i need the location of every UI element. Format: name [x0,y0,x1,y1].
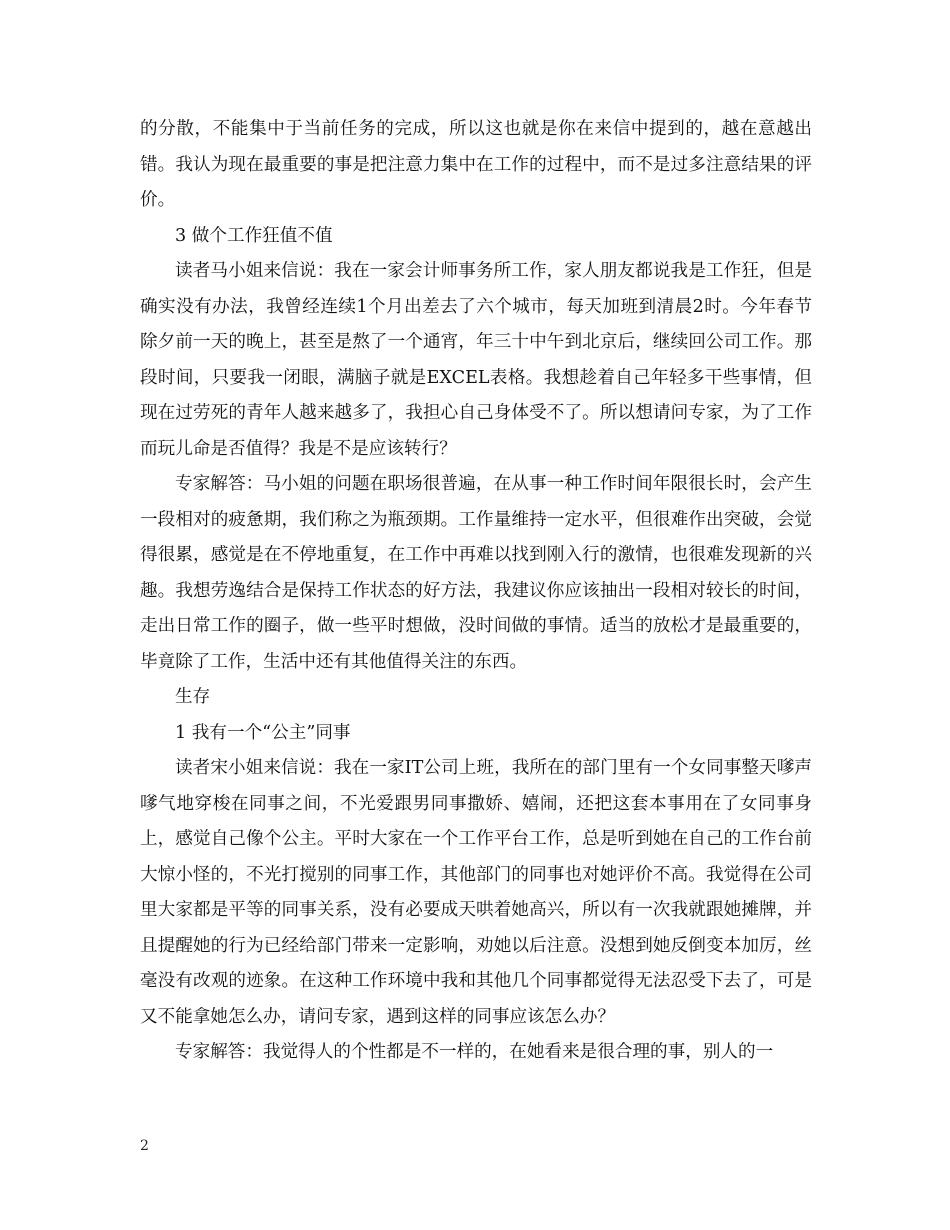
page-number: 2 [140,1138,149,1154]
document-body [140,112,812,1071]
paragraph-continuation: 的分散，不能集中于当前任务的完成，所以这也就是你在来信中提到的，越在意越出错。我认为现在最重要的事是把注意力集中在工作的过程中，而不是过多注意结果的评价。 [140,119,812,210]
section-heading-survival: 生存 [175,687,211,707]
expert-answer-song: 专家解答：我觉得人的个性都是不一样的，在她看来是很合理的事，别人的一 [175,1042,774,1062]
reader-letter-ma: 读者马小姐来信说：我在一家会计师事务所工作，家人朋友都说我是工作狂，但是确实没有办法，我曾经连续1个月出差去了六个城市，每天加班到清晨2时。今年春节除夕前一天的晚上，甚至是熬了一个通宵，年三十中午到北京后，继续回公司工作。那段时间，只要我一闭眼，满脑子就是EXCEL表格。我想趁着自己年轻多干些事情，但现在过劳死的青年人越来越多了，我担心自己身体受不了。所以想请问专家，为了工作而玩儿命是否值得？我是不是应该转行？ [140,261,812,459]
reader-letter-song: 读者宋小姐来信说：我在一家IT公司上班，我所在的部门里有一个女同事整天嗲声嗲气地穿梭在同事之间，不光爱跟男同事撒娇、嬉闹，还把这套本事用在了女同事身上，感觉自己像个公主。平时大家在一个工作平台工作，总是听到她在自己的工作台前大惊小怪的，不光打搅别的同事工作，其他部门的同事也对她评价不高。我觉得在公司里大家都是平等的同事关系，没有必要成天哄着她高兴，所以有一次我就跟她摊牌，并且提醒她的行为已经给部门带来一定影响，劝她以后注意。没想到她反倒变本加厉，丝毫没有改观的迹象。在这种工作环境中我和其他几个同事都觉得无法忍受下去了，可是又不能拿她怎么办，请问专家，遇到这样的同事应该怎么办？ [140,758,812,1027]
expert-answer-ma: 专家解答：马小姐的问题在职场很普遍，在从事一种工作时间年限很长时，会产生一段相对的疲惫期，我们称之为瓶颈期。工作量维持一定水平，但很难作出突破，会觉得很累，感觉是在不停地重复，在工作中再难以找到刚入行的激情，也很难发现新的兴趣。我想劳逸结合是保持工作状态的好方法，我建议你应该抽出一段相对较长的时间，走出日常工作的圈子，做一些平时想做，没时间做的事情。适当的放松才是最重要的，毕竟除了工作，生活中还有其他值得关注的东西。 [140,474,812,672]
section-heading-princess-colleague: 1 我有一个“公主”同事 [175,722,351,743]
section-heading-workaholic: 3 做个工作狂值不值 [175,225,333,246]
